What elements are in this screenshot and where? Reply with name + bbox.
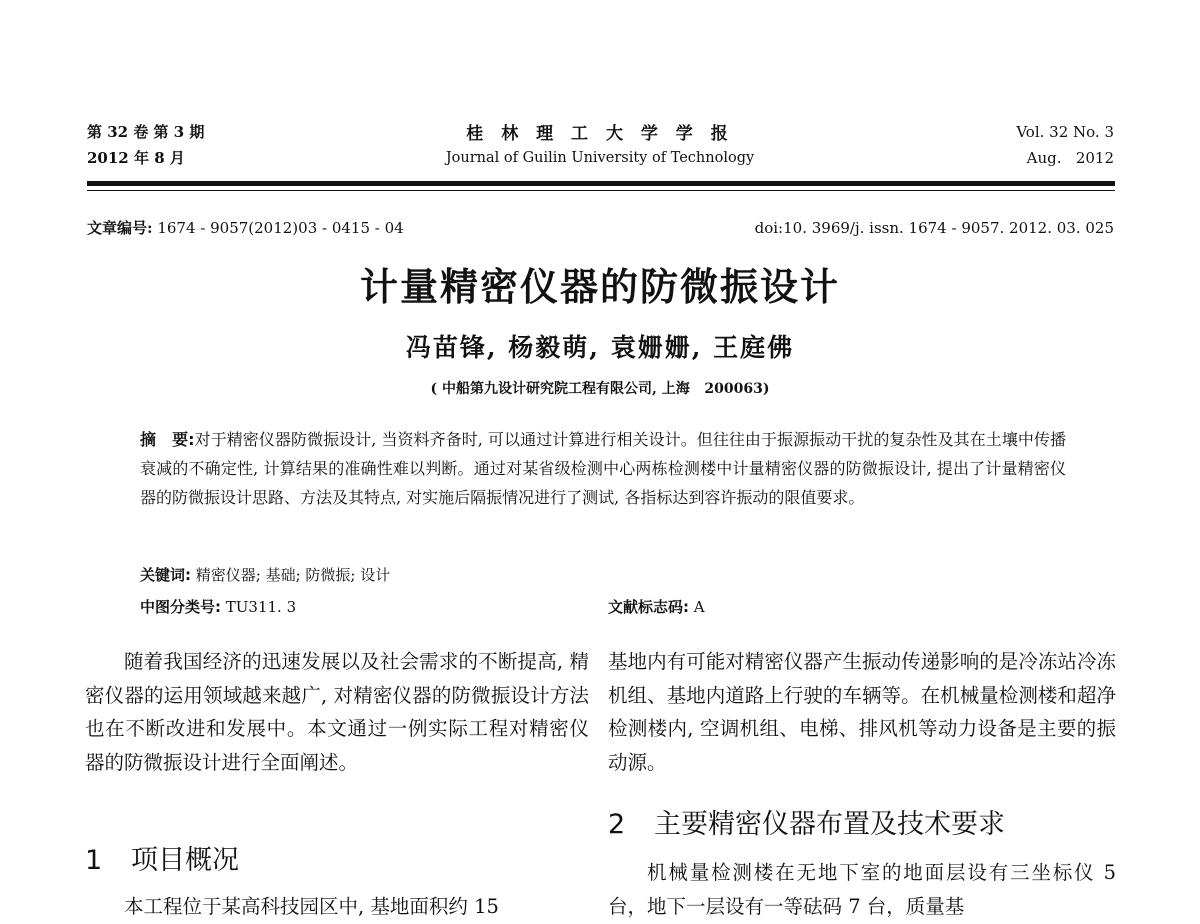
doi: doi:10. 3969/j. issn. 1674 - 9057. 2012. 03. 025 [754, 219, 1114, 237]
abstract-text: 对于精密仪器防微振设计, 当资料齐备时, 可以通过计算进行相关设计。但往往由于振源振动干扰的复杂性及其在土壤中传播衰减的不确定性, 计算结果的准确性难以判断。通过对某省级检测中心两栋检测楼中计量精密仪器的防微振设计, 提出了计量精密仪器的防微振设计思路、方法及其特点, 对实施后隔振情况进行了测试, 各指标达到容许振动的限值要求。 [140, 430, 1066, 507]
article-number-label: 文章编号: [87, 219, 153, 237]
article-title: 计量精密仪器的防微振设计 [359, 265, 840, 309]
journal-name-en: Journal of Guilin University of Technology [445, 150, 755, 166]
section-1-title: 项目概况 [131, 845, 239, 876]
section-1-heading [85, 838, 239, 877]
article-number-value: 1674 - 9057(2012)03 - 0415 - 04 [157, 219, 404, 237]
vibration-source-paragraph: 基地内有可能对精密仪器产生振动传递影响的是冷冻站冷冻机组、基地内道路上行驶的车辆等。在机械量检测楼和超净检测楼内, 空调机组、电梯、排风机等动力设备是主要的振动源。 [608, 650, 1116, 774]
keywords-text: 精密仪器; 基础; 防微振; 设计 [195, 566, 391, 584]
clc-value: TU311. 3 [225, 598, 297, 616]
document-code [608, 596, 705, 617]
date-en: Aug. 2012 [1026, 149, 1114, 167]
section-1-paragraph: 本工程位于某高科技园区中, 基地面积约 15 [124, 895, 499, 918]
document-code-label: 文献标志码: [608, 598, 689, 616]
volume-issue-cn: 第 32 卷 第 3 期 [87, 123, 205, 141]
clc-number [140, 596, 296, 617]
keywords-label: 关键词: [140, 566, 191, 584]
header-rule-thick [87, 181, 1115, 186]
section-2-number: 2 [608, 809, 626, 840]
section-1-number: 1 [85, 845, 103, 876]
section-2-title: 主要精密仪器布置及技术要求 [654, 809, 1005, 840]
abstract [140, 425, 1066, 512]
section-2-paragraph: 机械量检测楼在无地下室的地面层设有三坐标仪 5 台，地下一层设有一等砝码 7 台，质量基 [608, 861, 1116, 918]
intro-paragraph: 随着我国经济的迅速发展以及社会需求的不断提高, 精密仪器的运用领域越来越广, 对精密仪器的防微振设计方法也在不断改进和发展中。本文通过一例实际工程对精密仪器的防微振设计进行全面阐述。 [85, 650, 589, 774]
abstract-label: 摘 要: [140, 430, 195, 449]
clc-label: 中图分类号: [140, 598, 221, 616]
keywords [140, 564, 390, 585]
volume-issue-en: Vol. 32 No. 3 [1016, 123, 1114, 141]
author-list: 冯苗锋, 杨毅萌, 袁姗姗, 王庭佛 [405, 333, 795, 362]
author-affiliation: ( 中船第九设计研究院工程有限公司, 上海 200063) [430, 381, 770, 397]
section-2-heading [608, 802, 1005, 841]
header-rule-thin [87, 190, 1115, 191]
document-code-value: A [693, 598, 705, 616]
article-number [87, 218, 404, 238]
journal-name-cn: 桂 林 理 工 大 学 学 报 [466, 124, 734, 144]
date-cn: 2012 年 8 月 [87, 149, 185, 167]
